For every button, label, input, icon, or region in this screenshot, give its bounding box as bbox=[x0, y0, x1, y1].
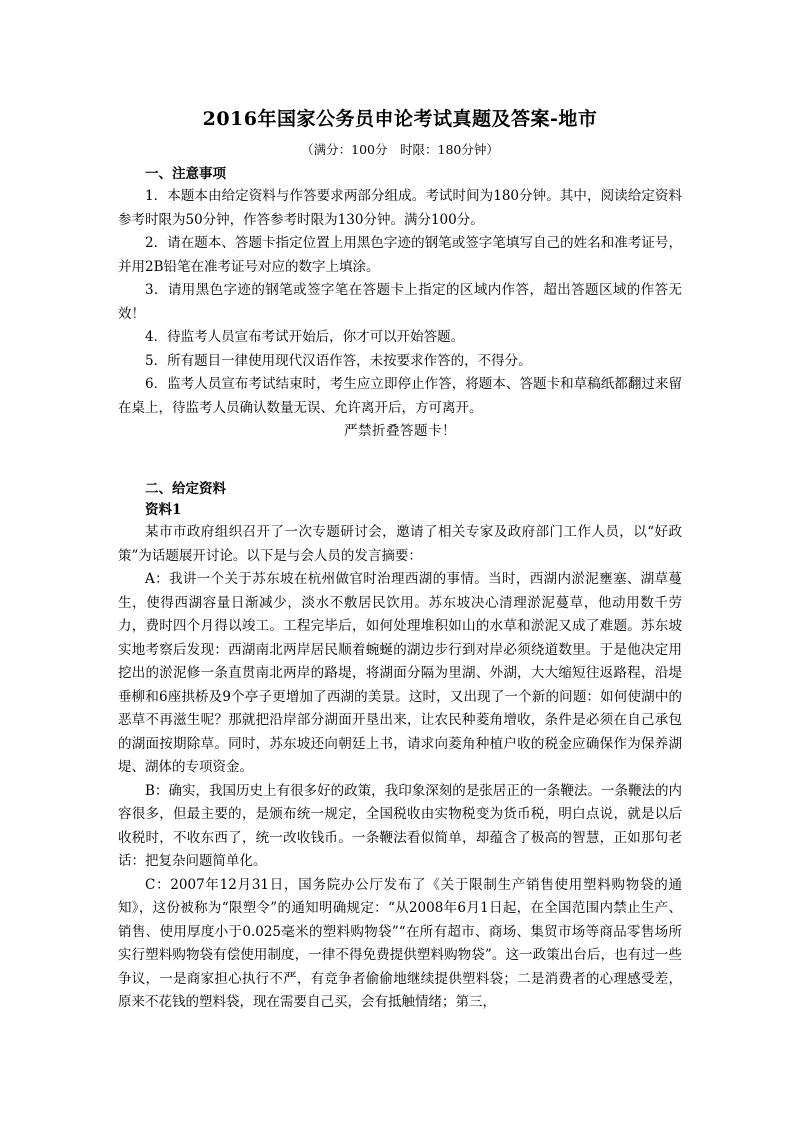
section-spacer bbox=[118, 443, 682, 479]
material-paragraph: A：我讲一个关于苏东坡在杭州做官时治理西湖的事情。当时，西湖内淤泥壅塞、湖草蔓生，使得西湖容量日渐减少，淡水不敷居民饮用。苏东坡决心清理淤泥蔓草，他动用数千劳力，费时四个月得以竣工。工程完毕后，如何处理堆积如山的水草和淤泥又成了难题。苏东坡实地考察后发现：西湖南北两岸居民顺着蜿蜒的湖边步行到对岸必须绕道数里。于是他决定用挖出的淤泥修一条直贯南北两岸的路堤，将湖面分隔为里湖、外湖，大大缩短往返路程，沿堤垂柳和6座拱桥及9个亭子更增加了西湖的美景。这时，又出现了一个新的问题：如何使湖中的恶草不再滋生呢？那就把沿岸部分湖面开垦出来，让农民种菱角增收，条件是必须在自己承包的湖面按期除草。同时，苏东坡还向朝廷上书，请求向菱角种植户收的税金应确保作为保养湖堤、湖体的专项资金。 bbox=[118, 571, 682, 775]
document-title: 2016年国家公务员申论考试真题及答案-地市 bbox=[202, 108, 598, 130]
material-title: 资料1 bbox=[145, 502, 182, 518]
document-subtitle: （满分：100分 时限：180分钟） bbox=[301, 142, 499, 157]
note-item: 4．待监考人员宣布考试开始后，你才可以开始答题。 bbox=[145, 329, 465, 345]
document-page bbox=[118, 106, 682, 1015]
section-heading-materials: 二、给定资料 bbox=[145, 481, 226, 497]
material-paragraph: B：确实，我国历史上有很多好的政策，我印象深刻的是张居正的一条鞭法。一条鞭法的内容很多，但最主要的，是颁布统一规定，全国税收由实物税变为货币税，明白点说，就是以后收税时，不收东西了，统一改收钱币。一条鞭法看似简单，却蕴含了极高的智慧，正如那句老话：把复杂问题简单化。 bbox=[118, 782, 682, 869]
material-paragraph: 某市市政府组织召开了一次专题研讨会，邀请了相关专家及政府部门工作人员，以“好政策”为话题展开讨论。以下是与会人员的发言摘要： bbox=[118, 524, 682, 564]
material-paragraph: C：2007年12月31日，国务院办公厅发布了《关于限制生产销售使用塑料购物袋的通知》，这份被称为“限塑令”的通知明确规定：“从2008年6月1日起，在全国范围内禁止生产、销售、使用厚度小于0.025毫米的塑料购物袋”“在所有超市、商场、集贸市场等商品零售场所实行塑料购物袋有偿使用制度，一律不得免费提供塑料购物袋”。这一政策出台后，也有过一些争议，一是商家担心执行不严，有竞争者偷偷地继续提供塑料袋；二是消费者的心理感受差，原来不花钱的塑料袋，现在需要自己买，会有抵触情绪；第三， bbox=[118, 876, 682, 1010]
section-heading-notes: 一、注意事项 bbox=[145, 166, 226, 182]
warning-text: 严禁折叠答题卡！ bbox=[344, 423, 456, 439]
note-item: 1．本题本由给定资料与作答要求两部分组成。考试时间为180分钟。其中，阅读给定资料参考时限为50分钟，作答参考时限为130分钟。满分100分。 bbox=[118, 188, 682, 228]
note-item: 6．监考人员宣布考试结束时，考生应立即停止作答，将题本、答题卡和草稿纸都翻过来留在桌上，待监考人员确认数量无误、允许离开后，方可离开。 bbox=[118, 376, 682, 416]
note-item: 5．所有题目一律使用现代汉语作答，未按要求作答的，不得分。 bbox=[145, 352, 532, 369]
note-item: 3．请用黑色字迹的钢笔或签字笔在答题卡上指定的区域内作答，超出答题区域的作答无效！ bbox=[118, 282, 682, 322]
note-item: 2．请在题本、答题卡指定位置上用黑色字迹的钢笔或签字笔填写自己的姓名和准考证号，并用2B铅笔在准考证号对应的数字上填涂。 bbox=[118, 235, 682, 275]
